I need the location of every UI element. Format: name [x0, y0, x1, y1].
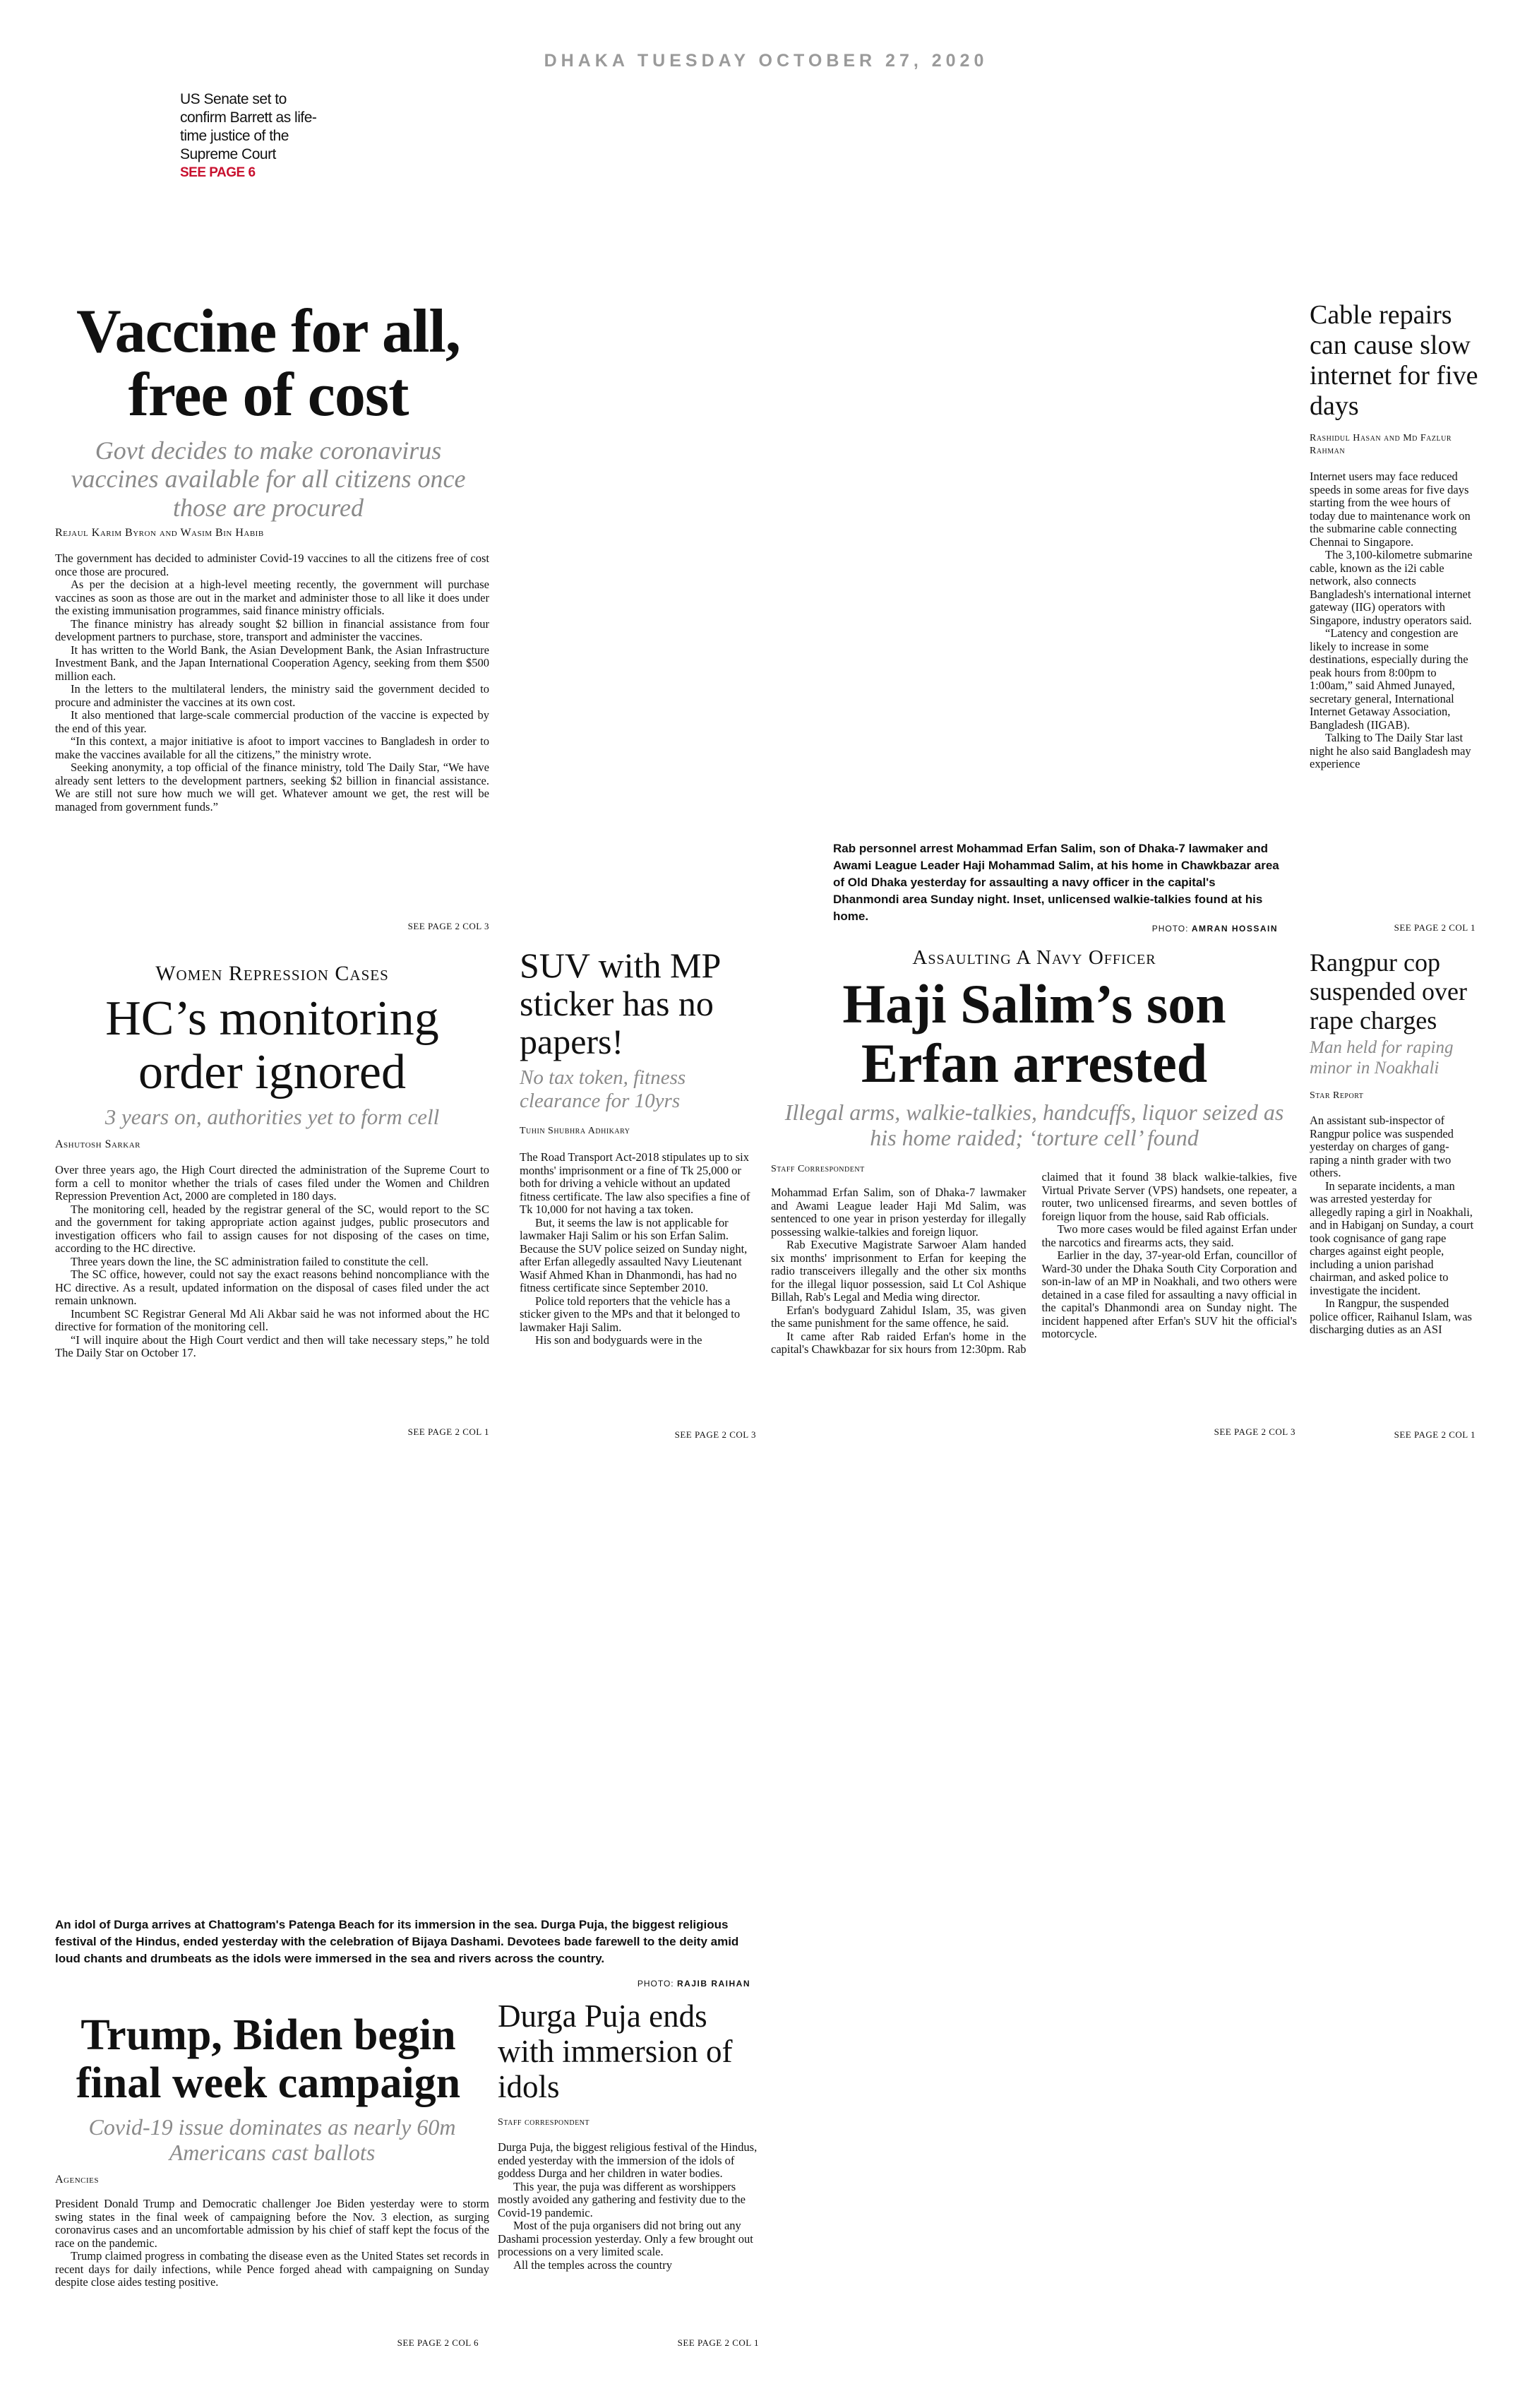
rangpur-body: [1310, 1114, 1476, 1337]
durga-body: [498, 2141, 759, 2272]
suv-body: [520, 1151, 756, 1347]
hc-kicker: Women Repression Cases: [155, 962, 389, 985]
salim-kicker: Assaulting A Navy Officer: [912, 946, 1156, 969]
trump-see-page[interactable]: SEE PAGE 2 COL 6: [397, 2337, 479, 2348]
salim-para: Two more cases would be filed against Erfan under the narcotics and firearms acts, they said.: [1041, 1222, 1297, 1249]
salim-para: Rab Executive Magistrate Sarwoer Alam handed six months' imprisonment to Erfan for keeping the radio transceivers illegally and the other six months for the illegal liquor possession, said Lt Col Ashique Billah, Rab's Legal and Media wing director.: [771, 1238, 1027, 1304]
durga-para: All the temples across the country: [513, 2258, 672, 2272]
trump-subhead: Covid-19 issue dominates as nearly 60m Americans cast ballots: [88, 2114, 456, 2165]
vaccine-byline: Rejaul Karim Byron and Wasim Bin Habib: [55, 527, 264, 539]
teaser-text: US Senate set to confirm Barrett as life-time justice of the Supreme Court: [180, 91, 317, 162]
photo-credit-name: AMRAN HOSSAIN: [1191, 924, 1278, 934]
cable-para: Internet users may face reduced speeds in some areas for five days starting from the wee hours of today due to maintenance work on the submarine cable connecting Chennai to Singapore.: [1310, 470, 1471, 549]
vaccine-headline[interactable]: Vaccine for all, free of cost: [76, 297, 460, 429]
hc-para: The SC office, however, could not say the exact reasons behind noncompliance with the HC directive. As a result, updated information on the disposal of cases filed under the act remain unknown.: [55, 1268, 489, 1307]
photo-credit-durga: [55, 1979, 750, 1989]
hc-body: [55, 1164, 489, 1360]
trump-body: [55, 2198, 489, 2289]
suv-para: His son and bodyguards were in the: [535, 1333, 702, 1347]
suv-byline: Tuhin Shubhra Adhikary: [520, 1126, 630, 1136]
cable-para: Talking to The Daily Star last night he also said Bangladesh may experience: [1310, 731, 1471, 770]
vaccine-para: It also mentioned that large-scale commercial production of the vaccine is expected by the end of this year.: [55, 708, 489, 735]
salim-see-page[interactable]: SEE PAGE 2 COL 3: [1214, 1426, 1295, 1437]
vaccine-para: The finance ministry has already sought $2 billion in financial assistance from four development partners to purchase, store, transport and administer the vaccines.: [55, 616, 489, 643]
rangpur-see-page[interactable]: SEE PAGE 2 COL 1: [1394, 1429, 1476, 1440]
vaccine-para: It has written to the World Bank, the Asian Development Bank, the Asian Infrastructure Investment Bank, and the Japan International Cooperation Agency, seeking from them $500 million each.: [55, 643, 489, 683]
cable-headline[interactable]: Cable repairs can cause slow internet for five days: [1310, 300, 1478, 421]
rangpur-para: In Rangpur, the suspended police officer, Raihanul Islam, was discharging duties as an ASI: [1310, 1297, 1472, 1336]
trump-byline: Agencies: [55, 2174, 99, 2186]
photo-caption-durga: An idol of Durga arrives at Chattogram's Patenga Beach for its immersion in the sea. Durga Puja, the biggest religious festival of the Hindus, ended yesterday with the celebration of Bijaya Dashami. Devotees bade farewell to the deity amid loud chants and drumbeats as the idols were immersed in the sea and rivers across the country.: [55, 1918, 739, 1965]
rangpur-para: An assistant sub-inspector of Rangpur police was suspended yesterday on charges of gang-raping a ninth grader with two others.: [1310, 1114, 1454, 1179]
suv-headline[interactable]: SUV with MP sticker has no papers!: [520, 946, 720, 1061]
suv-subhead: No tax token, fitness clearance for 10yrs: [520, 1066, 686, 1113]
salim-headline[interactable]: Haji Salim’s son Erfan arrested: [842, 973, 1226, 1094]
salim-para: Erfan's bodyguard Zahidul Islam, 35, was given the same punishment for the same offence, he said.: [771, 1303, 1027, 1330]
rangpur-byline: Star Report: [1310, 1090, 1364, 1101]
vaccine-see-page[interactable]: SEE PAGE 2 COL 3: [407, 921, 489, 931]
dateline: DHAKA TUESDAY OCTOBER 27, 2020: [544, 51, 988, 71]
cable-byline: Rashidul Hasan and Md Fazlur Rahman: [1310, 433, 1452, 456]
rangpur-headline[interactable]: Rangpur cop suspended over rape charges: [1310, 948, 1467, 1035]
photo-caption-salim: Rab personnel arrest Mohammad Erfan Salim, son of Dhaka-7 lawmaker and Awami League Leader Haji Mohammad Salim, at his home in Chawkbazar area of Old Dhaka yesterday for assaulting a navy officer in the capital's Dhanmondi area Sunday night. Inset, unlicensed walkie-talkies found at his home.: [833, 842, 1279, 923]
hc-byline: Ashutosh Sarkar: [55, 1138, 140, 1150]
hc-para: The monitoring cell, headed by the registrar general of the SC, would report to the SC and the government for taking appropriate action against judges, public prosecutors and investigation officers who fail to assign causes for not disposing of the cases on time, according to the HC directive.: [55, 1202, 489, 1255]
salim-body: [771, 1171, 1297, 1432]
trump-headline[interactable]: Trump, Biden begin final week campaign: [76, 2011, 461, 2107]
photo-credit-salim: [833, 924, 1278, 934]
durga-para: This year, the puja was different as worshippers mostly avoided any gathering and festivity due to the Covid-19 pandemic.: [498, 2179, 746, 2219]
trump-para: Trump claimed progress in combating the disease even as the United States set records in recent days for daily infections, while Pence forged ahead with campaigning on Sunday despite close aides testing positive.: [55, 2249, 489, 2289]
hc-para: Incumbent SC Registrar General Md Ali Akbar said he was not informed about the HC directive for formation of the monitoring cell.: [55, 1306, 489, 1333]
photo-credit-label: PHOTO:: [637, 1979, 674, 1989]
vaccine-body: [55, 552, 489, 813]
salim-para: It came after Rab raided Erfan's home in the capital's Chawkbazar for six hours from 12:30pm. Rab claimed that it found 38 black walkie-talkies, five Virtual Private Server (VPS) handsets, one repeater, a router, two unlicensed firearms, and seven bottles of foreign liquor from the house, said Rab officials.: [771, 1170, 1297, 1356]
durga-byline: Staff correspondent: [498, 2117, 590, 2128]
cable-body: [1310, 470, 1476, 771]
vaccine-para: Seeking anonymity, a top official of the finance ministry, told The Daily Star, “We have already sent letters to the development partners, seeking $2 billion in financial assistance. We are still not sure how much we will get. Whatever amount we get, the rest will be managed from government funds.”: [55, 761, 489, 813]
vaccine-subhead: Govt decides to make coronavirus vaccines available for all citizens once those are procured: [71, 436, 466, 522]
hc-para: “I will inquire about the High Court verdict and then will take necessary steps,” he told The Daily Star on October 17.: [55, 1333, 489, 1359]
vaccine-para: As per the decision at a high-level meeting recently, the government will purchase vaccines as soon as those are out in the market and administer those to all like it does under the existing immunisation programmes, said finance ministry officials.: [55, 578, 489, 617]
teaser-see-page[interactable]: SEE PAGE 6: [180, 165, 256, 180]
durga-headline[interactable]: Durga Puja ends with immersion of idols: [498, 1998, 733, 2104]
vaccine-para: The government has decided to administer Covid-19 vaccines to all the citizens free of cost once those are procured.: [55, 552, 489, 578]
salim-para: Earlier in the day, 37-year-old Erfan, councillor of Ward-30 under the Dhaka South City Corporation and son-in-law of an MP in Noakhali, and two others were detained in a case filed for assaulting a navy official in the capital's Dhanmondi area on Sunday night. The incident happened after Erfan's SUV hit the official's motorcycle.: [1041, 1248, 1297, 1340]
hc-para: Three years down the line, the SC administration failed to constitute the cell.: [71, 1254, 429, 1268]
durga-para: Most of the puja organisers did not bring out any Dashami procession yesterday. Only a few brought out processions on a very limited scale.: [498, 2219, 753, 2258]
vaccine-para: In the letters to the multilateral lenders, the ministry said the government decided to procure and administer the vaccines at its own cost.: [55, 682, 489, 709]
trump-para: President Donald Trump and Democratic challenger Joe Biden yesterday were to storm swing states in the final week of campaigning before the Nov. 3 election, as surging coronavirus cases and an uncomfortable admission by his chief of staff kept the focus of the race on the pandemic.: [55, 2197, 489, 2250]
hc-headline[interactable]: HC’s monitoring order ignored: [105, 991, 439, 1099]
hc-para: Over three years ago, the High Court directed the administration of the Supreme Court to form a cell to monitor whether the trials of cases filed under the Women and Children Repression Prevention Act, 2000 are completed in 180 days.: [55, 1163, 489, 1203]
rangpur-subhead: Man held for raping minor in Noakhali: [1310, 1038, 1454, 1078]
photo-credit-name: RAJIB RAIHAN: [676, 1979, 750, 1989]
teaser[interactable]: [180, 90, 321, 182]
hc-see-page[interactable]: SEE PAGE 2 COL 1: [407, 1426, 489, 1437]
vaccine-para: “In this context, a major initiative is afoot to import vaccines to Bangladesh in order to make the vaccines available for all the citizens,” the ministry wrote.: [55, 734, 489, 761]
salim-para: Mohammad Erfan Salim, son of Dhaka-7 lawmaker and Awami League leader Haji Md Salim, was sentenced to one year in prison yesterday for illegally possessing walkie-talkies and foreign liquor.: [771, 1186, 1027, 1239]
salim-subhead: Illegal arms, walkie-talkies, handcuffs, liquor seized as his home raided; ‘torture cell’ found: [784, 1099, 1284, 1150]
cable-para: The 3,100-kilometre submarine cable, known as the i2i cable network, also connects Bangladesh's international internet gateway (IIG) operators with Singapore, industry operators said.: [1310, 548, 1473, 627]
suv-see-page[interactable]: SEE PAGE 2 COL 3: [674, 1429, 756, 1440]
cable-para: “Latency and congestion are likely to increase in some destinations, especially during the peak hours from 8:00pm to 1:00am,” said Ahmed Junayed, secretary general, International Internet Getaway Association, Bangladesh (IIGAB).: [1310, 626, 1468, 732]
durga-see-page[interactable]: SEE PAGE 2 COL 1: [677, 2337, 759, 2348]
salim-byline-spacer: [771, 1171, 1027, 1186]
durga-para: Durga Puja, the biggest religious festival of the Hindus, ended yesterday with the immersion of the idols of goddess Durga and her children in water bodies.: [498, 2140, 758, 2180]
rangpur-para: In separate incidents, a man was arrested yesterday for allegedly raping a girl in Noakhali, and in Habiganj on Sunday, a court took cognisance of gang rape charges against eight people, including a union parishad chairman, and asked police to investigate the incident.: [1310, 1179, 1474, 1297]
suv-para: The Road Transport Act-2018 stipulates up to six months' imprisonment or a fine of Tk 25,000 or both for driving a vehicle without an updated fitness certificate. The law also specifies a fine of Tk 10,000 for not having a tax token.: [520, 1150, 750, 1216]
suv-para: Police told reporters that the vehicle has a sticker given to the MPs and that it belonged to lawmaker Haji Salim.: [520, 1294, 741, 1334]
cable-see-page[interactable]: SEE PAGE 2 COL 1: [1394, 922, 1476, 933]
suv-para: But, it seems the law is not applicable for lawmaker Haji Salim or his son Erfan Salim. Because the SUV police seized on Sunday night, after Erfan allegedly assaulted Navy Lieutenant Wasif Ahmed Khan in Dhanmondi, has had no fitness certificate since September 2010.: [520, 1215, 748, 1294]
hc-subhead: 3 years on, authorities yet to form cell: [104, 1104, 440, 1129]
salim-byline: Staff Correspondent: [771, 1164, 865, 1174]
photo-credit-label: PHOTO:: [1151, 924, 1189, 934]
